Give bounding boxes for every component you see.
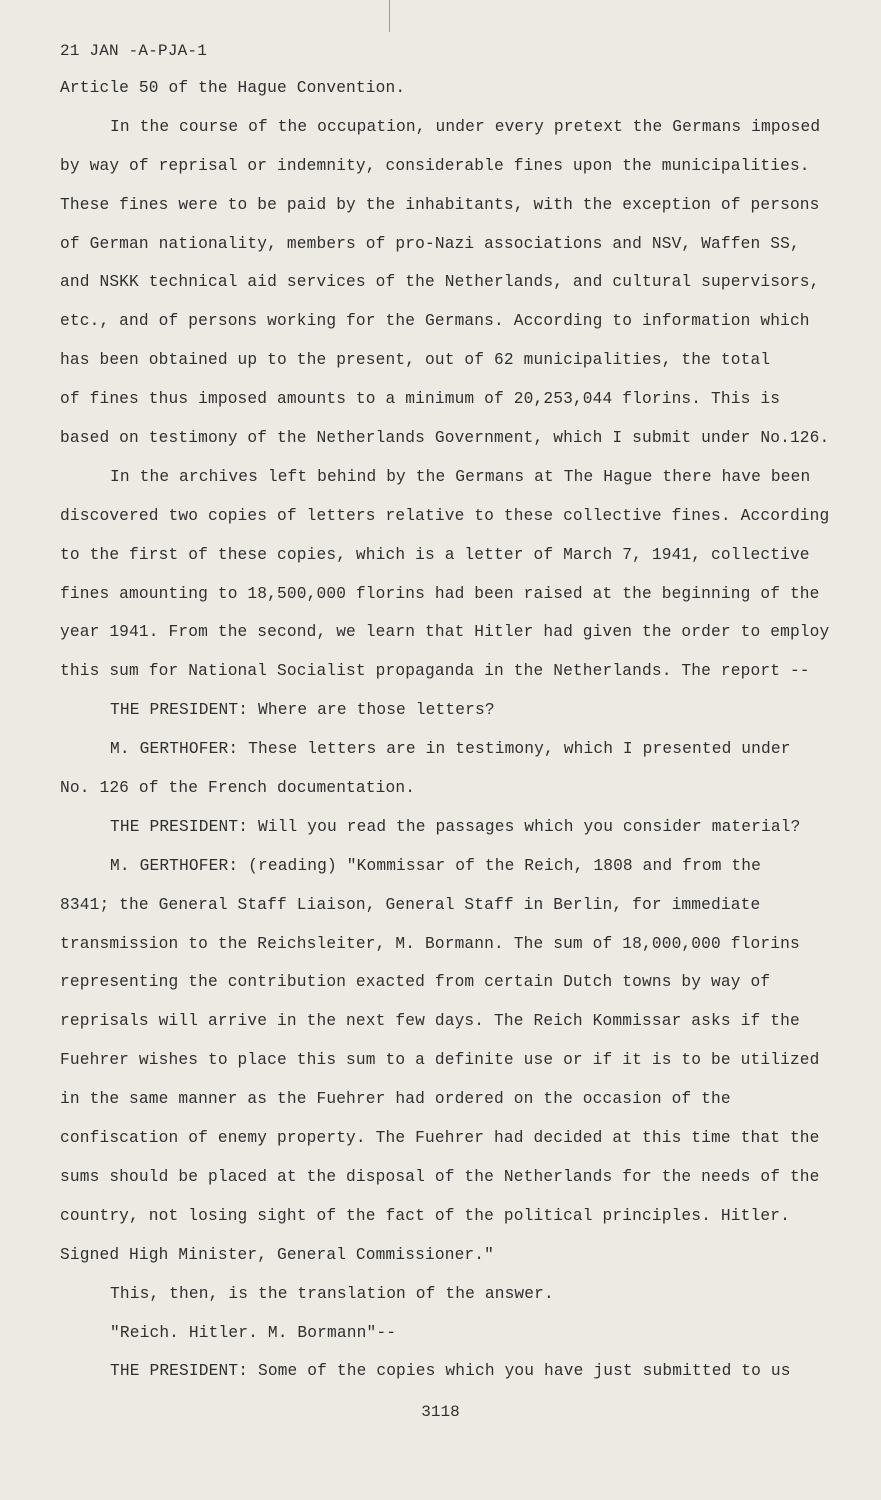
- text-line: transmission to the Reichsleiter, M. Bormann. The sum of 18,000,000 florins: [60, 934, 800, 953]
- text-line: fines amounting to 18,500,000 florins had been raised at the beginning of the: [60, 584, 820, 603]
- text-line: M. GERTHOFER: These letters are in testimony, which I presented under: [110, 740, 791, 759]
- text-line: of German nationality, members of pro-Nazi associations and NSV, Waffen SS,: [60, 234, 800, 253]
- text-line: sums should be placed at the disposal of the Netherlands for the needs of the: [60, 1167, 820, 1186]
- text-line: Article 50 of the Hague Convention.: [60, 79, 406, 97]
- text-line: to the first of these copies, which is a letter of March 7, 1941, collective: [60, 545, 810, 564]
- text-line: confiscation of enemy property. The Fuehrer had decided at this time that the: [60, 1129, 820, 1148]
- text-line: in the same manner as the Fuehrer had ordered on the occasion of the: [60, 1090, 731, 1109]
- text-line: Fuehrer wishes to place this sum to a definite use or if it is to be utilized: [60, 1051, 820, 1070]
- text-line: by way of reprisal or indemnity, considerable fines upon the municipalities.: [60, 156, 810, 175]
- text-line: In the archives left behind by the Germans at The Hague there have been: [110, 467, 811, 486]
- text-line: and NSKK technical aid services of the Netherlands, and cultural supervisors,: [60, 273, 820, 292]
- text-line: 8341; the General Staff Liaison, General Staff in Berlin, for immediate: [60, 895, 761, 914]
- text-line: based on testimony of the Netherlands Government, which I submit under No.126.: [60, 429, 830, 448]
- page-number: 3118: [421, 1403, 460, 1421]
- text-line: "Reich. Hitler. M. Bormann"--: [110, 1323, 397, 1342]
- text-line: country, not losing sight of the fact of the political principles. Hitler.: [60, 1206, 790, 1225]
- text-line: THE PRESIDENT: Some of the copies which you have just submitted to us: [110, 1362, 791, 1381]
- text-line: etc., and of persons working for the Germans. According to information which: [60, 312, 810, 331]
- text-line: No. 126 of the French documentation.: [60, 779, 416, 798]
- text-line: year 1941. From the second, we learn that Hitler had given the order to employ: [60, 623, 830, 642]
- text-line: discovered two copies of letters relative to these collective fines. According: [60, 506, 830, 525]
- text-line: M. GERTHOFER: (reading) "Kommissar of the Reich, 1808 and from the: [110, 856, 762, 875]
- text-line: representing the contribution exacted from certain Dutch towns by way of: [60, 973, 771, 992]
- header-code: 21 JAN -A-PJA-1: [60, 42, 208, 60]
- text-line: These fines were to be paid by the inhabitants, with the exception of persons: [60, 195, 820, 214]
- text-line: of fines thus imposed amounts to a minimum of 20,253,044 florins. This is: [60, 390, 781, 409]
- margin-mark: [389, 0, 390, 32]
- text-line: reprisals will arrive in the next few days. The Reich Kommissar asks if the: [60, 1012, 800, 1031]
- text-line: THE PRESIDENT: Where are those letters?: [110, 701, 495, 720]
- text-line: THE PRESIDENT: Will you read the passages which you consider material?: [110, 817, 801, 836]
- text-line: This, then, is the translation of the answer.: [110, 1284, 554, 1303]
- text-line: this sum for National Socialist propaganda in the Netherlands. The report --: [60, 662, 810, 681]
- text-line: has been obtained up to the present, out of 62 municipalities, the total: [60, 351, 771, 370]
- text-line: Signed High Minister, General Commissioner.": [60, 1245, 495, 1264]
- document-body: [60, 69, 830, 1391]
- text-line: In the course of the occupation, under every pretext the Germans imposed: [110, 117, 821, 136]
